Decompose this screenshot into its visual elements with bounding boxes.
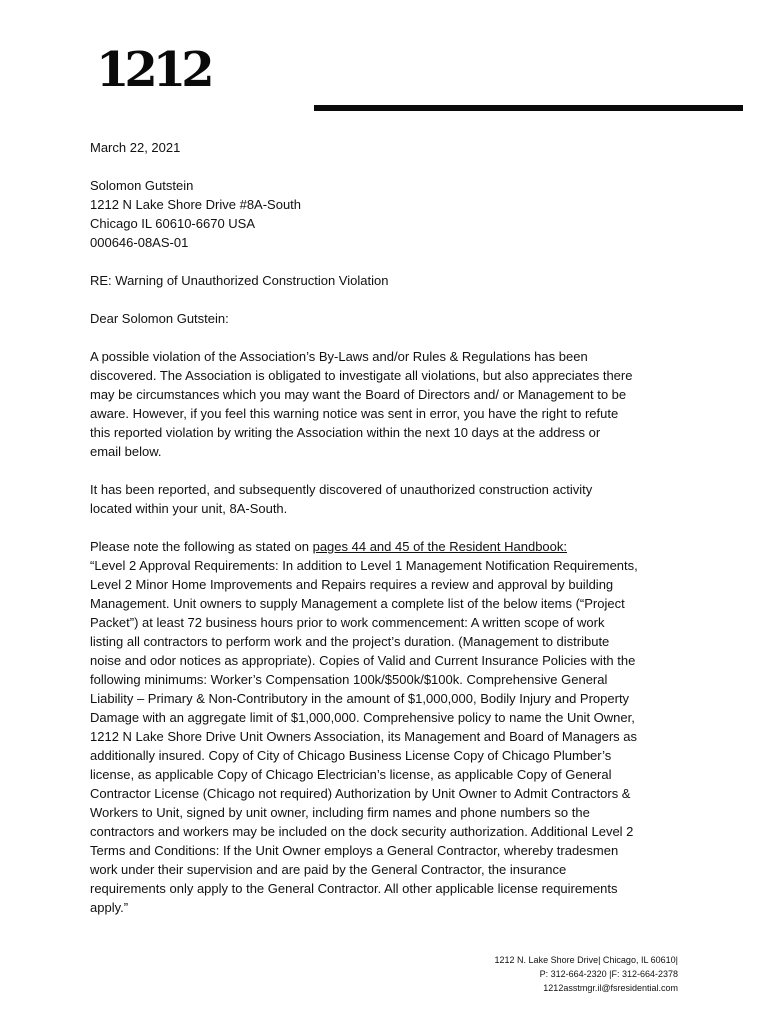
footer-email[interactable]: 1212asstmgr.il@fsresidential.com <box>543 983 678 993</box>
salutation: Dear Solomon Gutstein: <box>90 311 229 326</box>
footer-address: 1212 N. Lake Shore Drive| Chicago, IL 60610| <box>494 955 678 965</box>
re-line: RE: Warning of Unauthorized Construction Violation <box>90 273 389 288</box>
header-rule <box>314 105 743 111</box>
footer-phones: P: 312-664-2320 |F: 312-664-2378 <box>539 969 678 979</box>
paragraph-report: It has been reported, and subsequently discovered of unauthorized construction activity located within your unit, 8A-South. <box>90 482 593 516</box>
handbook-reference: pages 44 and 45 of the Resident Handbook: <box>312 539 568 554</box>
address-line: Chicago IL 60610-6670 USA <box>90 216 256 231</box>
note-line: Please note the following as stated on pages 44 and 45 of the Resident Handbook: <box>90 539 568 554</box>
address-line: Solomon Gutstein <box>90 178 194 193</box>
footer-contact <box>495 953 678 995</box>
company-logo: 1212 <box>96 42 210 98</box>
letter-date: March 22, 2021 <box>90 140 181 155</box>
paragraph-handbook-quote: Please note the following as stated on pages 44 and 45 of the Resident Handbook: “Level 2 Approval Requirements: In addition to Level 1 Management Notification Requirements, Level 2 Minor Home Improvements and Repairs requires a review and approval by building Management. Unit owners to supply Management a complete list of the below items (“Project Packet”) at least 72 business hours prior to work commencement: A written scope of work listing all contractors to perform work and the project’s duration. (Management to distribute noise and odor notices as appropriate). Copies of Valid and Current Insurance Policies with the following minimums: Worker’s Compensation 100k/$500k/$100k. Comprehensive General Liability – Primary & Non-Contributory in the amount of $1,000,000, Bodily Injury and Property Damage with an aggregate limit of $1,000,000. Comprehensive policy to name the Unit Owner, 1212 N Lake Shore Drive Unit Owners Association, its Management and Board of Managers as additionally insured. Copy of City of Chicago Business License Copy of Chicago Plumber’s license, as applicable Copy of Chicago Electrician’s license, as applicable Copy of General Contractor License (Chicago not required) Authorization by Unit Owner to Admit Contractors & Workers to Unit, signed by unit owner, including firm names and phone numbers so the contractors and workers may be included on the dock security authorization. Additional Level 2 Terms and Conditions: If the Unit Owner employs a General Contractor, whereby tradesmen work under their supervision and are paid by the General Contractor, the insurance requirements only apply to the General Contractor. All other applicable license requirements apply.” <box>90 537 686 917</box>
letter-body <box>90 138 686 936</box>
paragraph-notice: A possible violation of the Association’s By-Laws and/or Rules & Regulations has been discovered. The Association is obligated to investigate all violations, but also appreciates there may be circumstances which you may want the Board of Directors and/ or Management to be aware. However, if you feel this warning notice was sent in error, you have the right to refute this reported violation by writing the Association within the next 10 days at the address or email below. <box>90 349 633 459</box>
address-line: 1212 N Lake Shore Drive #8A-South <box>90 197 302 212</box>
address-line: 000646-08AS-01 <box>90 235 189 250</box>
recipient-address <box>90 176 686 252</box>
